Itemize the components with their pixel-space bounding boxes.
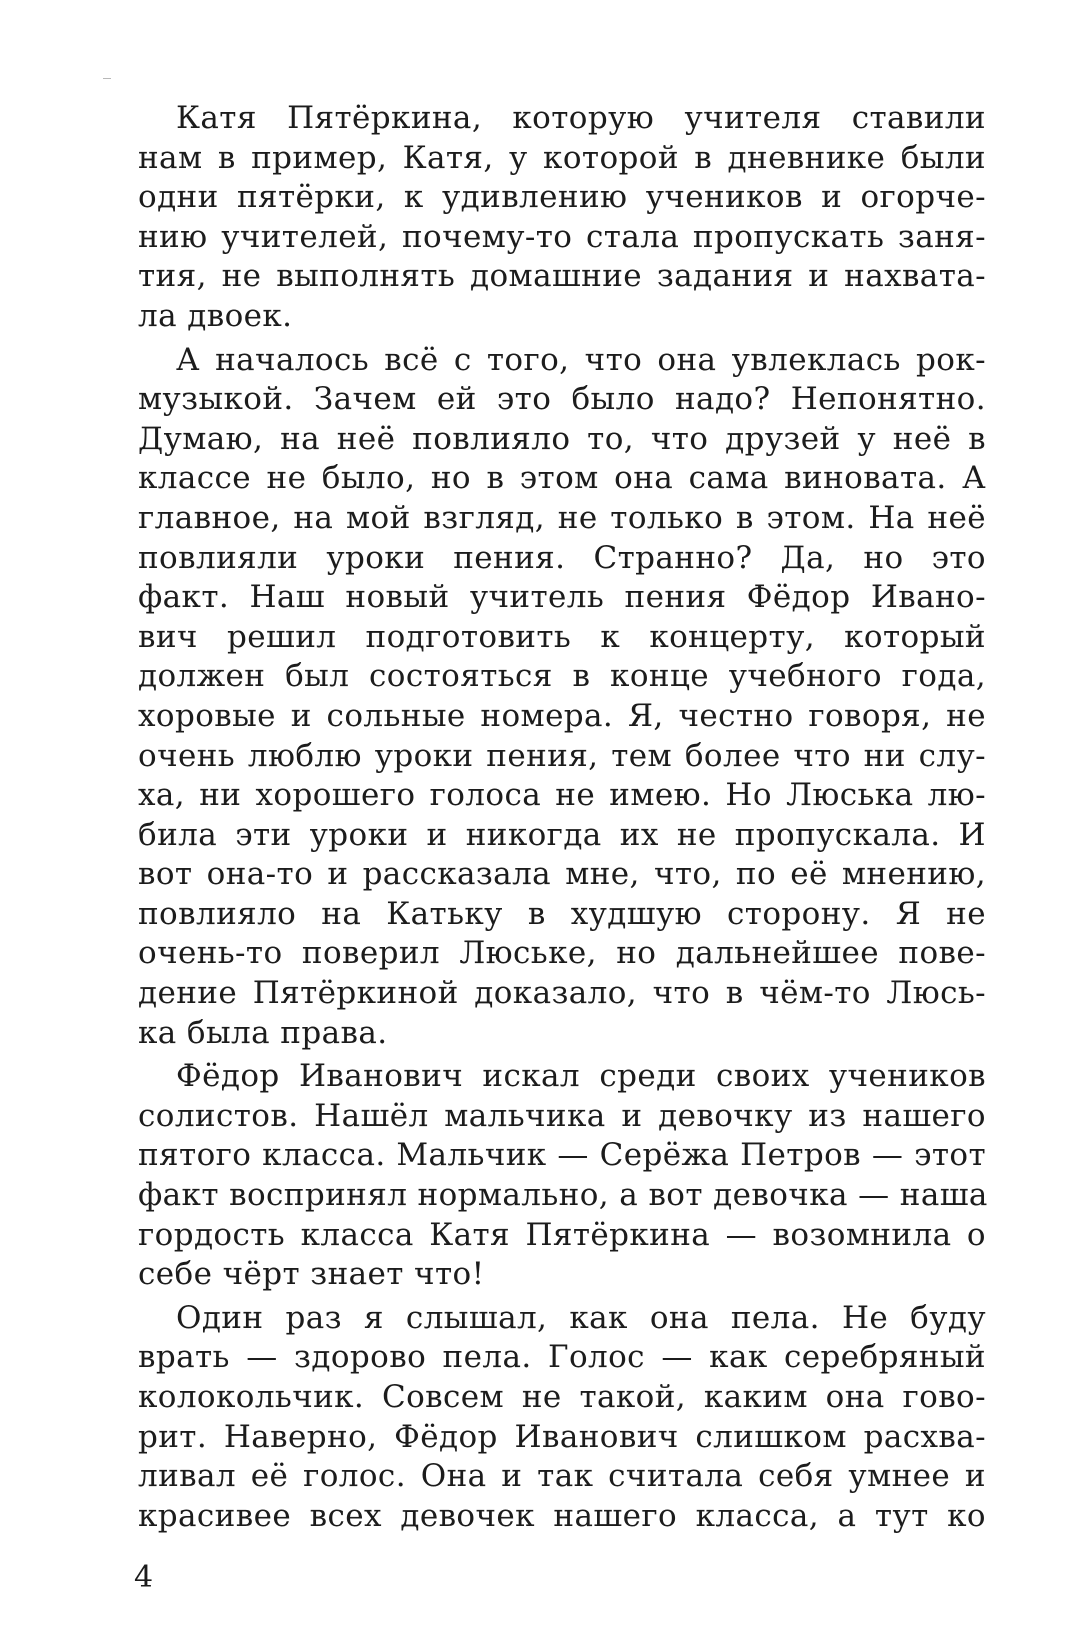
paragraph-2 bbox=[138, 341, 986, 1054]
page-number: 4 bbox=[134, 1560, 154, 1595]
text-line: пятого класса. Мальчик — Серёжа Петров — этот bbox=[138, 1137, 986, 1174]
text-line: должен был состояться в конце учебного года, bbox=[138, 658, 986, 695]
text-line: классе не было, но в этом она сама виновата. А bbox=[138, 460, 986, 497]
text-line: главное, на мой взгляд, не только в этом. На неё bbox=[138, 499, 986, 536]
text-line: колокольчик. Совсем не такой, каким она гово- bbox=[138, 1379, 986, 1415]
paragraph-3 bbox=[138, 1057, 986, 1295]
paragraph-1 bbox=[138, 99, 986, 337]
text-line: гордость класса Катя Пятёркина — возомнила о bbox=[138, 1216, 986, 1253]
text-line: нию учителей, почему-то стала пропускать заня- bbox=[138, 218, 986, 255]
text-line: очень люблю уроки пения, тем более что ни слу- bbox=[138, 737, 986, 774]
text-line: ливал её голос. Она и так считала себя умнее и bbox=[138, 1458, 986, 1495]
text-line: Думаю, на неё повлияло то, что друзей у неё в bbox=[138, 420, 986, 457]
text-line: себе чёрт знает что! bbox=[138, 1256, 485, 1293]
text-line: Фёдор Иванович искал среди своих учеников bbox=[176, 1058, 986, 1095]
text-line: дение Пятёркиной доказало, что в чём-то Люсь- bbox=[138, 975, 986, 1012]
text-line: вич решил подготовить к концерту, который bbox=[138, 618, 986, 655]
text-line: била эти уроки и никогда их не пропускала. И bbox=[138, 816, 986, 853]
text-line: вот она-то и рассказала мне, что, по её мнению, bbox=[138, 856, 986, 893]
text-line: тия, не выполнять домашние задания и нахвата- bbox=[138, 258, 986, 295]
text-line: врать — здорово пела. Голос — как серебряный bbox=[138, 1339, 986, 1376]
text-line: музыкой. Зачем ей это было надо? Непонятно. bbox=[138, 381, 986, 418]
text-line: нам в пример, Катя, у которой в дневнике были bbox=[138, 139, 986, 176]
text-line: солистов. Нашёл мальчика и девочку из нашего bbox=[138, 1097, 986, 1134]
text-line: одни пятёрки, к удивлению учеников и огорче- bbox=[138, 179, 986, 216]
scan-artifact bbox=[103, 78, 111, 79]
paragraph-4 bbox=[138, 1299, 986, 1537]
text-line: красивее всех девочек нашего класса, а тут ко bbox=[138, 1497, 986, 1534]
text-line: ла двоек. bbox=[138, 297, 293, 334]
text-line: очень-то поверил Люське, но дальнейшее пове- bbox=[138, 935, 986, 972]
text-line: повлияли уроки пения. Странно? Да, но это bbox=[138, 539, 986, 576]
text-line: повлияло на Катьку в худшую сторону. Я не bbox=[138, 895, 986, 932]
text-line: ха, ни хорошего голоса не имею. Но Люська лю- bbox=[138, 777, 986, 814]
text-line: рит. Наверно, Фёдор Иванович слишком расхва- bbox=[138, 1418, 986, 1455]
text-line: А началось всё с того, что она увлеклась рок- bbox=[176, 341, 986, 378]
text-line: ка была права. bbox=[138, 1014, 388, 1051]
text-line: факт воспринял нормально, а вот девочка — наша bbox=[138, 1177, 988, 1214]
text-line: факт. Наш новый учитель пения Фёдор Ивано- bbox=[138, 579, 986, 616]
text-line: хоровые и сольные номера. Я, честно говоря, не bbox=[138, 697, 986, 734]
body-text bbox=[138, 99, 986, 1540]
text-line: Один раз я слышал, как она пела. Не буду bbox=[176, 1299, 986, 1336]
text-line: Катя Пятёркина, которую учителя ставили bbox=[176, 100, 986, 136]
